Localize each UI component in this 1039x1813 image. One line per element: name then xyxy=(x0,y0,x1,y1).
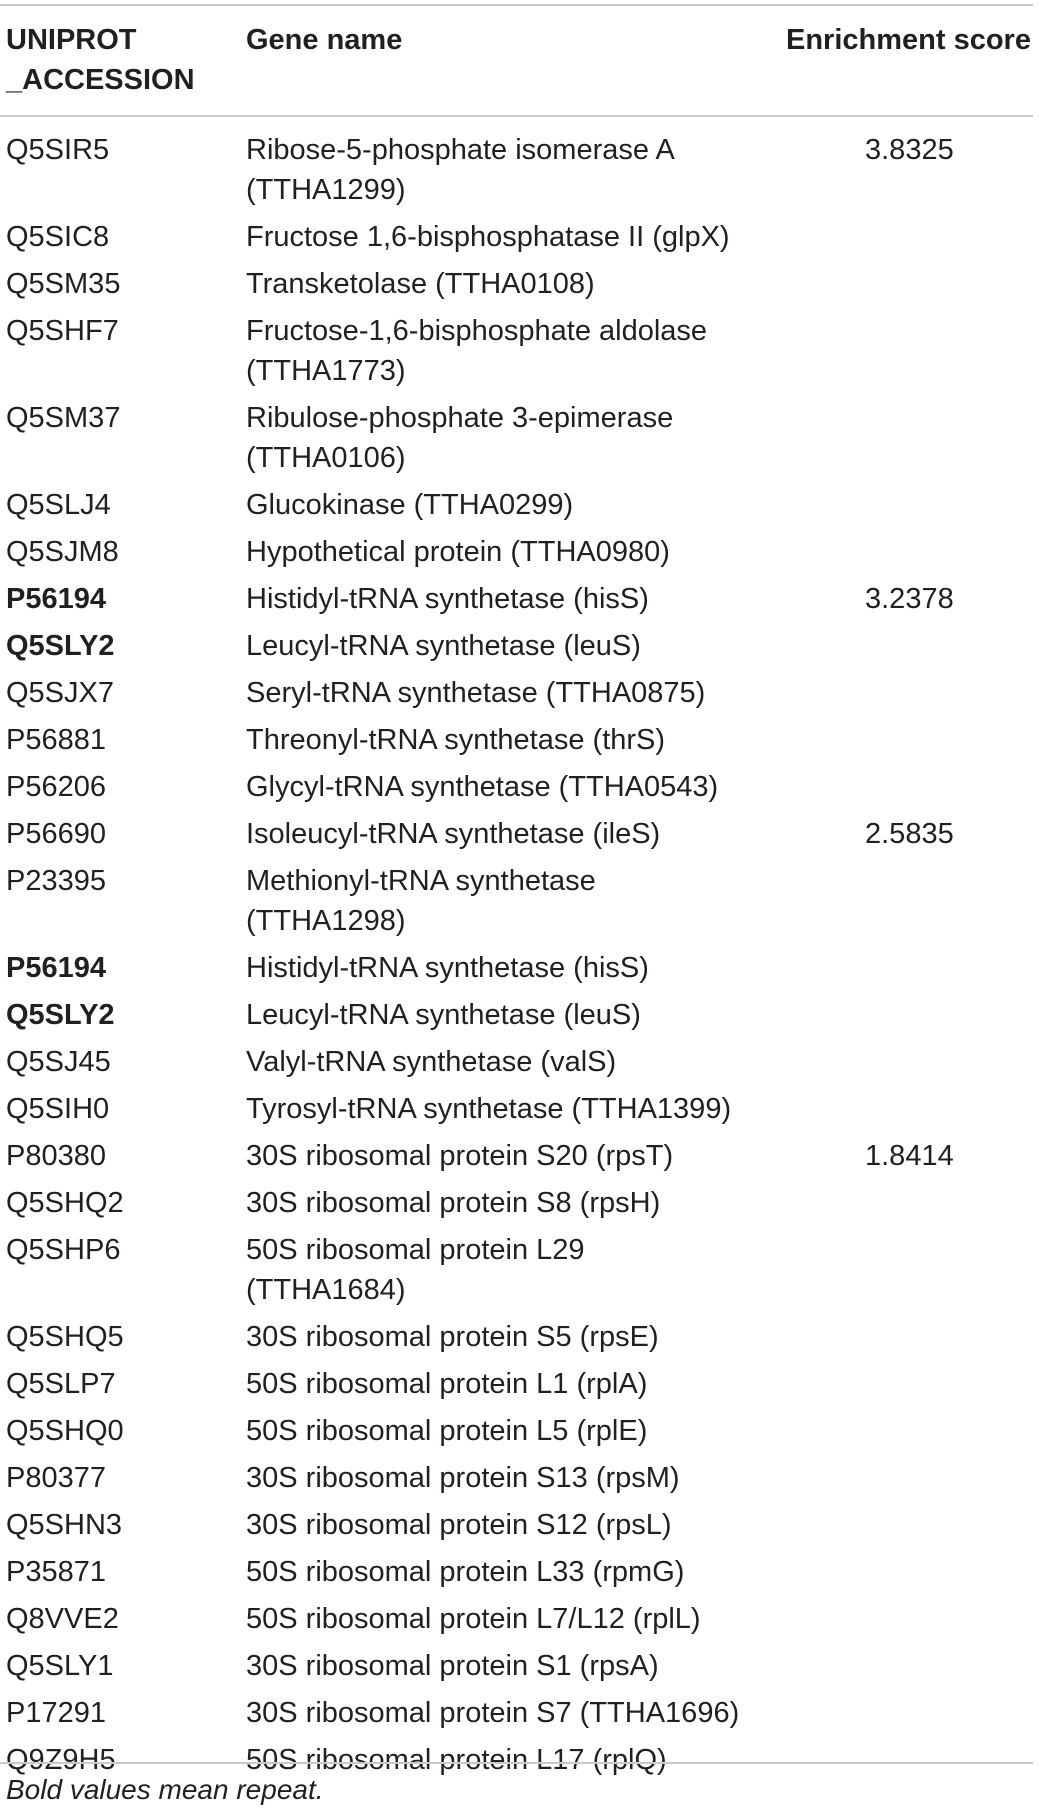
gene-name-cell: Glycyl-tRNA synthetase (TTHA0543) xyxy=(246,771,719,803)
table-row xyxy=(0,720,1033,760)
gene-name-cell: 50S ribosomal protein L33 (rpmG) xyxy=(246,1556,685,1588)
table-row xyxy=(0,1505,1033,1545)
gene-name-cell: Transketolase (TTHA0108) xyxy=(246,268,595,300)
gene-name-cell: Glucokinase (TTHA0299) xyxy=(246,489,574,521)
accession-cell: Q5SJM8 xyxy=(6,536,119,568)
accession-cell: Q5SHP6 xyxy=(6,1234,121,1266)
table-row xyxy=(0,398,1033,478)
table-body xyxy=(0,130,1033,1787)
table-row xyxy=(0,311,1033,391)
gene-name-cell: Leucyl-tRNA synthetase (leuS) xyxy=(246,630,641,662)
gene-name-cell: Seryl-tRNA synthetase (TTHA0875) xyxy=(246,677,706,709)
gene-name-cell: 30S ribosomal protein S12 (rpsL) xyxy=(246,1509,672,1541)
gene-name-cell: Methionyl-tRNA synthetase (TTHA1298) xyxy=(246,865,596,937)
table-row xyxy=(0,1317,1033,1357)
gene-name-cell: Histidyl-tRNA synthetase (hisS) xyxy=(246,952,649,984)
accession-cell: P35871 xyxy=(6,1556,106,1588)
gene-name-cell: 50S ribosomal protein L29 (TTHA1684) xyxy=(246,1234,585,1306)
accession-cell: P56881 xyxy=(6,724,106,756)
table-row xyxy=(0,1136,1033,1176)
enrichment-score-cell: 3.2378 xyxy=(865,583,954,615)
accession-cell: P80377 xyxy=(6,1462,106,1494)
accession-cell: Q5SIC8 xyxy=(6,221,110,253)
table-header-row xyxy=(0,20,1033,110)
gene-name-cell: 50S ribosomal protein L5 (rplE) xyxy=(246,1415,648,1447)
table-row xyxy=(0,1599,1033,1639)
table-row xyxy=(0,673,1033,713)
table-top-rule xyxy=(0,4,1033,6)
table-row xyxy=(0,1230,1033,1310)
header-enrichment-score: Enrichment score xyxy=(786,24,1031,56)
accession-cell: Q8VVE2 xyxy=(6,1603,119,1635)
enrichment-score-cell: 1.8414 xyxy=(865,1140,954,1172)
table-bottom-rule xyxy=(0,1762,1033,1764)
header-gene-name: Gene name xyxy=(246,24,403,56)
table-row xyxy=(0,264,1033,304)
gene-name-cell: 30S ribosomal protein S13 (rpsM) xyxy=(246,1462,680,1494)
accession-cell: P56690 xyxy=(6,818,106,850)
table-row xyxy=(0,948,1033,988)
table-row xyxy=(0,1089,1033,1129)
accession-cell: Q5SJ45 xyxy=(6,1046,111,1078)
accession-cell: Q5SHQ2 xyxy=(6,1187,124,1219)
gene-name-cell: 50S ribosomal protein L7/L12 (rplL) xyxy=(246,1603,701,1635)
accession-cell: P56194 xyxy=(6,952,106,984)
gene-name-cell: Leucyl-tRNA synthetase (leuS) xyxy=(246,999,641,1031)
table-row xyxy=(0,485,1033,525)
gene-name-cell: Ribose-5-phosphate isomerase A (TTHA1299) xyxy=(246,134,674,206)
table-row xyxy=(0,217,1033,257)
table-row xyxy=(0,1364,1033,1404)
gene-name-cell: 30S ribosomal protein S5 (rpsE) xyxy=(246,1321,659,1353)
header-accession: UNIPROT _ACCESSION xyxy=(6,24,195,96)
accession-cell: P23395 xyxy=(6,865,106,897)
gene-name-cell: Histidyl-tRNA synthetase (hisS) xyxy=(246,583,649,615)
table-footnote: Bold values mean repeat. xyxy=(6,1774,324,1805)
table-row xyxy=(0,1552,1033,1592)
table-row xyxy=(0,1183,1033,1223)
gene-name-cell: Ribulose-phosphate 3-epimerase (TTHA0106) xyxy=(246,402,674,474)
table-row xyxy=(0,861,1033,941)
table-row xyxy=(0,1646,1033,1686)
accession-cell: Q5SLY2 xyxy=(6,999,115,1031)
enrichment-score-cell: 2.5835 xyxy=(865,818,954,850)
gene-name-cell: Isoleucyl-tRNA synthetase (ileS) xyxy=(246,818,661,850)
accession-cell: P80380 xyxy=(6,1140,106,1172)
table-row xyxy=(0,579,1033,619)
accession-cell: Q5SLY1 xyxy=(6,1650,114,1682)
table-header-rule xyxy=(0,115,1033,117)
gene-name-cell: 30S ribosomal protein S8 (rpsH) xyxy=(246,1187,661,1219)
table-row xyxy=(0,995,1033,1035)
gene-name-cell: Fructose 1,6-bisphosphatase II (glpX) xyxy=(246,221,730,253)
gene-name-cell: 30S ribosomal protein S20 (rpsT) xyxy=(246,1140,674,1172)
gene-name-cell: Threonyl-tRNA synthetase (thrS) xyxy=(246,724,666,756)
gene-name-cell: Tyrosyl-tRNA synthetase (TTHA1399) xyxy=(246,1093,732,1125)
table-row xyxy=(0,1042,1033,1082)
accession-cell: Q5SLY2 xyxy=(6,630,115,662)
accession-cell: Q5SJX7 xyxy=(6,677,114,709)
accession-cell: Q5SM35 xyxy=(6,268,121,300)
accession-cell: Q5SLJ4 xyxy=(6,489,111,521)
gene-name-cell: 30S ribosomal protein S1 (rpsA) xyxy=(246,1650,659,1682)
table-row xyxy=(0,1411,1033,1451)
accession-cell: P56194 xyxy=(6,583,106,615)
enrichment-score-cell: 3.8325 xyxy=(865,134,954,166)
table-row xyxy=(0,626,1033,666)
table-row xyxy=(0,532,1033,572)
gene-name-cell: Fructose-1,6-bisphosphate aldolase (TTHA1773) xyxy=(246,315,708,387)
gene-name-cell: Valyl-tRNA synthetase (valS) xyxy=(246,1046,617,1078)
accession-cell: Q5SHQ5 xyxy=(6,1321,124,1353)
table-row xyxy=(0,767,1033,807)
table-row xyxy=(0,814,1033,854)
accession-cell: Q5SHF7 xyxy=(6,315,119,347)
accession-cell: P17291 xyxy=(6,1697,106,1729)
gene-name-cell: Hypothetical protein (TTHA0980) xyxy=(246,536,670,568)
table-row xyxy=(0,130,1033,210)
accession-cell: Q5SM37 xyxy=(6,402,121,434)
accession-cell: Q5SLP7 xyxy=(6,1368,116,1400)
table-row xyxy=(0,1693,1033,1733)
gene-name-cell: 50S ribosomal protein L1 (rplA) xyxy=(246,1368,648,1400)
accession-cell: Q5SHN3 xyxy=(6,1509,123,1541)
accession-cell: Q5SIR5 xyxy=(6,134,110,166)
accession-cell: Q5SHQ0 xyxy=(6,1415,124,1447)
accession-cell: P56206 xyxy=(6,771,106,803)
accession-cell: Q5SIH0 xyxy=(6,1093,110,1125)
accession-cell: Q9Z9H5 xyxy=(6,1744,116,1776)
gene-name-cell: 30S ribosomal protein S7 (TTHA1696) xyxy=(246,1697,740,1729)
table-row xyxy=(0,1458,1033,1498)
gene-name-cell: 50S ribosomal protein L17 (rplQ) xyxy=(246,1744,667,1776)
